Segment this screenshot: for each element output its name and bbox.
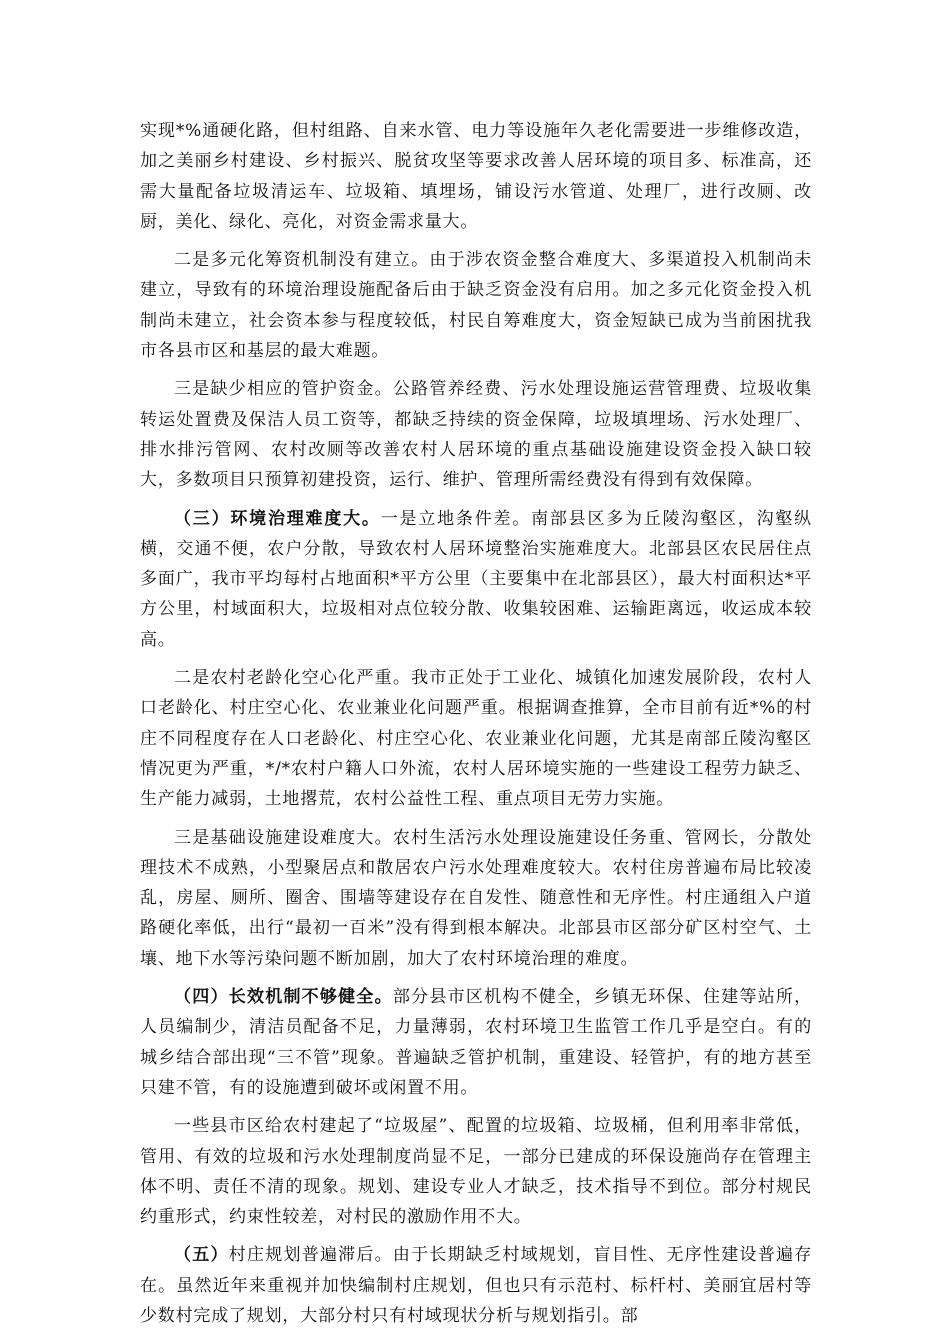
- paragraph-9-text: 。由于长期缺乏村域规划，盲目性、无序性建设普遍存在。虽然近年来重视并加快编制村庄规划，但也只有示范村、标杆村、美丽宜居村等少数村完成了规划，大部分村只有村域现状分析与规划指引。部: [140, 1245, 813, 1326]
- section-heading-4: （四）长效机制不够健全。: [174, 987, 393, 1008]
- paragraph-6: 三是基础设施建设难度大。农村生活污水处理设施建设任务重、管网长，分散处理技术不成熟，小型聚居点和散居农户污水处理难度较大。农村住房普遍布局比较凌乱，房屋、厕所、圈舍、围墙等建设存在自发性、随意性和无序性。村庄通组入户道路硬化率低，出行“最初一百米”没有得到根本解决。北部县市区部分矿区村空气、土壤、地下水等污染问题不断加剧，加大了农村环境治理的难度。: [140, 827, 812, 969]
- paragraph-9: [140, 1240, 812, 1331]
- document-body: [140, 116, 812, 1339]
- paragraph-4-text: 一是立地条件差。南部县区多为丘陵沟壑区，沟壑纵横，交通不便，农户分散，导致农村人居环境整治实施难度大。北部县区农民居住点多面广，我市平均每村占地面积*平方公里（主要集中在北部县区），最大村面积达*平方公里，村域面积大，垃圾相对点位较分散、收集较困难、运输距离远，收运成本较高。: [140, 508, 812, 650]
- paragraph-8: 一些县市区给农村建起了“垃圾屋”、配置的垃圾箱、垃圾桶，但利用率非常低，管用、有效的垃圾和污水处理制度尚显不足，一部分已建成的环保设施尚存在管理主体不明、责任不清的现象。规划、建设专业人才缺乏，技术指导不到位。部分村规民约重形式，约束性较差，对村民的激励作用不大。: [140, 1116, 812, 1228]
- paragraph-7-text: 部分县市区机构不健全，乡镇无环保、住建等站所，人员编制少，清洁员配备不足，力量薄弱，农村环境卫生监管工作几乎是空白。有的城乡结合部出现“三不管”现象。普遍缺乏管护机制，重建设、轻管护，有的地方甚至只建不管，有的设施遭到破坏或闲置不用。: [140, 987, 812, 1098]
- section-heading-3: （三）环境治理难度大。: [174, 508, 381, 529]
- paragraph-3: 三是缺少相应的管护资金。公路管养经费、污水处理设施运营管理费、垃圾收集转运处置费及保洁人员工资等，都缺乏持续的资金保障，垃圾填埋场、污水处理厂、排水排污管网、农村改厕等改善农村人居环境的重点基础设施建设资金投入缺口较大，多数项目只预算初建投资，运行、维护、管理所需经费没有得到有效保障。: [140, 379, 812, 491]
- section-heading-5-title: 村庄规划普遍滞后: [228, 1245, 375, 1266]
- paragraph-7: [140, 982, 812, 1103]
- paragraph-4: [140, 504, 812, 655]
- section-heading-5-number: （五）: [174, 1245, 229, 1266]
- paragraph-1: 实现*%通硬化路，但村组路、自来水管、电力等设施年久老化需要进一步维修改造，加之美丽乡村建设、乡村振兴、脱贫攻坚等要求改善人居环境的项目多、标准高，还需大量配备垃圾清运车、垃圾箱、填埋场，铺设污水管道、处理厂，进行改厕、改厨，美化、绿化、亮化，对资金需求量大。: [140, 121, 812, 232]
- paragraph-5: 二是农村老龄化空心化严重。我市正处于工业化、城镇化加速发展阶段，农村人口老龄化、村庄空心化、农业兼业化问题严重。根据调查推算，全市目前有近*%的村庄不同程度存在人口老龄化、村庄空心化、农业兼业化问题，尤其是南部丘陵沟壑区情况更为严重，*/*农村户籍人口外流，农村人居环境实施的一些建设工程劳力缺乏、生产能力减弱，土地撂荒，农村公益性工程、重点项目无劳力实施。: [140, 668, 812, 810]
- paragraph-2: 二是多元化筹资机制没有建立。由于涉农资金整合难度大、多渠道投入机制尚未建立，导致有的环境治理设施配备后由于缺乏资金没有启用。加之多元化资金投入机制尚未建立，社会资本参与程度较低，村民自筹难度大，资金短缺已成为当前困扰我市各县市区和基层的最大难题。: [140, 250, 812, 362]
